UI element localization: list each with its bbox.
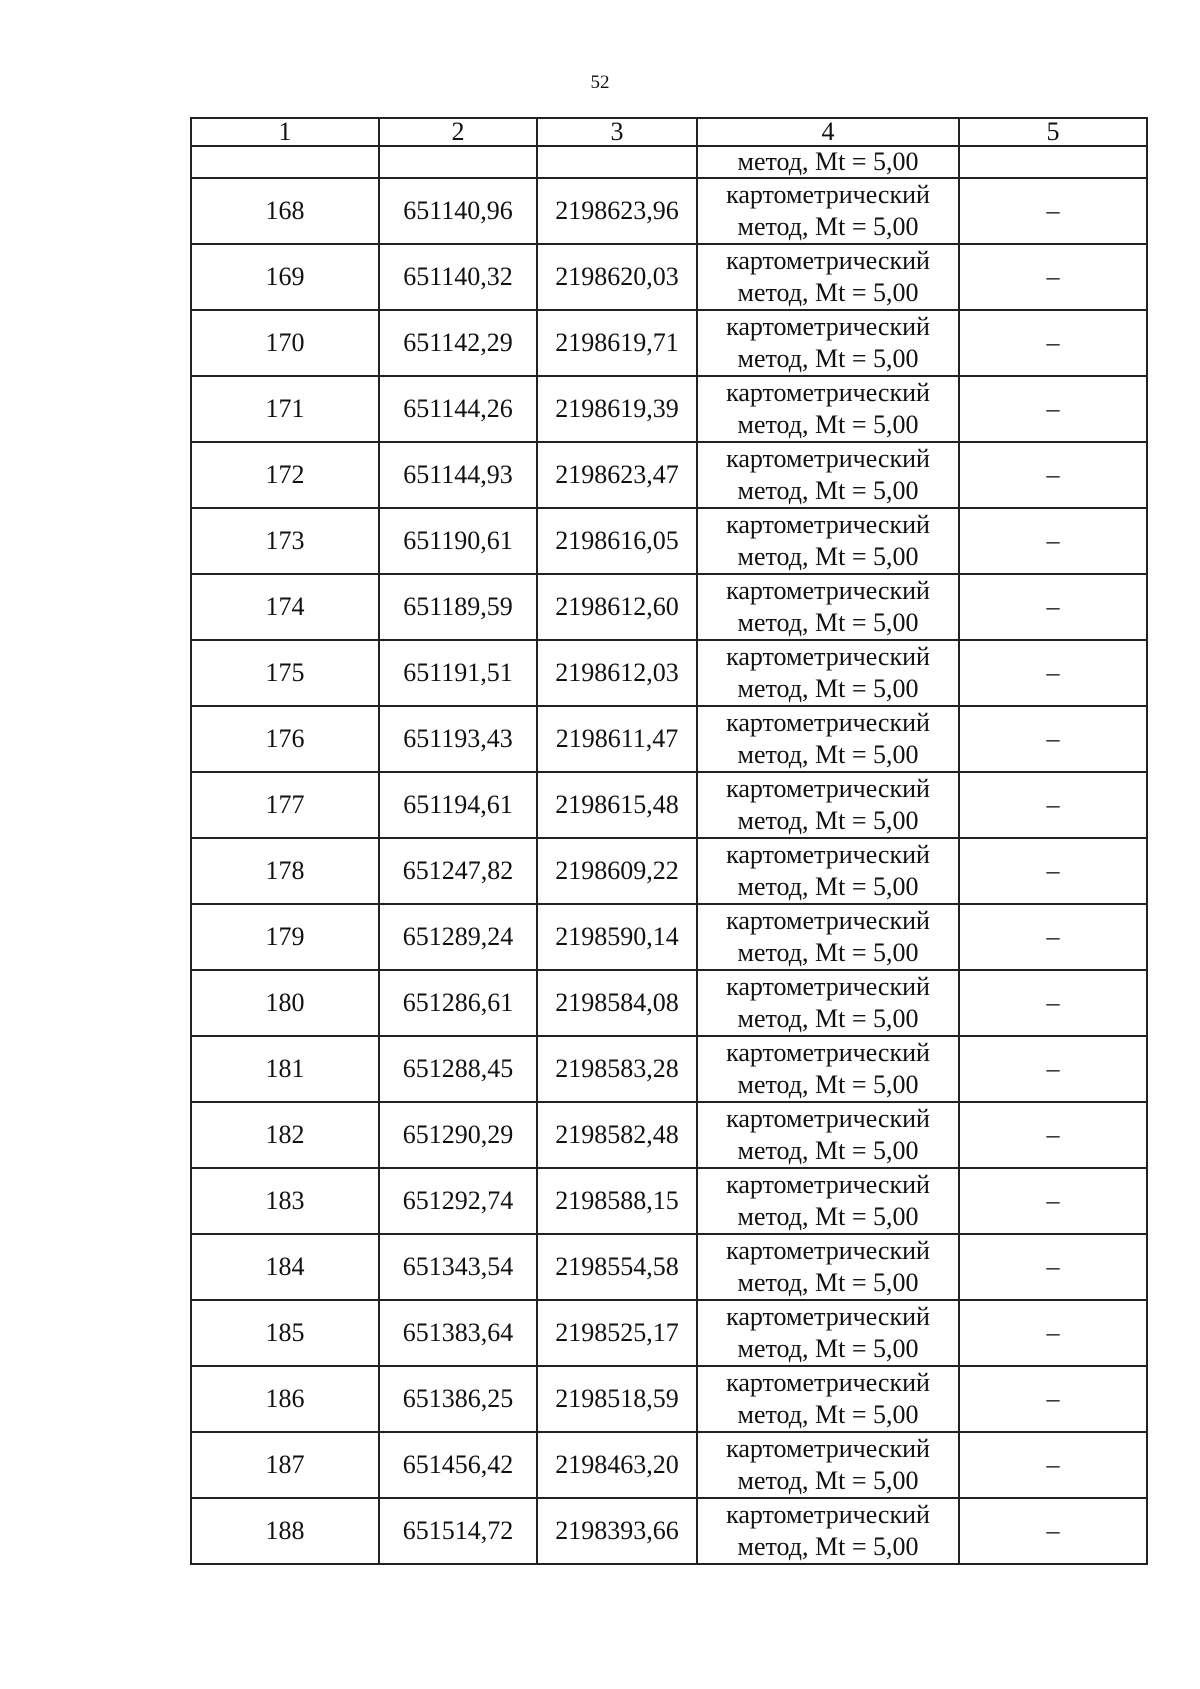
cell-point-number: 173 <box>191 508 379 574</box>
cell-method <box>697 1432 959 1498</box>
cell-x: 651189,59 <box>379 574 537 640</box>
table-row <box>191 310 1147 376</box>
table-row <box>191 178 1147 244</box>
cell-y: 2198584,08 <box>537 970 697 1036</box>
table-row <box>191 904 1147 970</box>
cell-y: 2198616,05 <box>537 508 697 574</box>
table-row <box>191 640 1147 706</box>
cell-point-number: 186 <box>191 1366 379 1432</box>
method-line-1: картометрический <box>726 576 930 605</box>
cell-method <box>697 1102 959 1168</box>
cell-x: 651386,25 <box>379 1366 537 1432</box>
method-line-1: картометрический <box>726 378 930 407</box>
method-line-1: картометрический <box>726 180 930 209</box>
method-line-2: метод, Mt = 5,00 <box>737 278 919 307</box>
method-line-2: метод, Mt = 5,00 <box>737 1400 919 1429</box>
cell-x: 651514,72 <box>379 1498 537 1564</box>
cell-note: – <box>959 574 1147 640</box>
cell-x: 651191,51 <box>379 640 537 706</box>
cell-point-number: 168 <box>191 178 379 244</box>
cell-y: 2198612,60 <box>537 574 697 640</box>
method-line-2: метод, Mt = 5,00 <box>737 1532 919 1561</box>
cell-point-number: 181 <box>191 1036 379 1102</box>
method-line-1: картометрический <box>726 312 930 341</box>
cell-y: 2198554,58 <box>537 1234 697 1300</box>
method-line-2: метод, Mt = 5,00 <box>737 410 919 439</box>
method-line-1: картометрический <box>726 840 930 869</box>
cell-method <box>697 1300 959 1366</box>
coordinates-table <box>190 117 1148 1565</box>
method-line-2: метод, Mt = 5,00 <box>737 542 919 571</box>
cell-note: – <box>959 376 1147 442</box>
method-line-1: картометрический <box>726 510 930 539</box>
cell-note: – <box>959 1168 1147 1234</box>
method-line-1: картометрический <box>726 642 930 671</box>
table-row <box>191 1168 1147 1234</box>
cell-method <box>697 178 959 244</box>
table-row <box>191 1432 1147 1498</box>
method-line-1: картометрический <box>726 708 930 737</box>
cell-note: – <box>959 1432 1147 1498</box>
cell-y: 2198611,47 <box>537 706 697 772</box>
cell-y: 2198518,59 <box>537 1366 697 1432</box>
method-line-1: картометрический <box>726 1170 930 1199</box>
cell-point-number: 169 <box>191 244 379 310</box>
cell-note: – <box>959 310 1147 376</box>
cell-y: 2198463,20 <box>537 1432 697 1498</box>
cell-point-number: 180 <box>191 970 379 1036</box>
table-row <box>191 442 1147 508</box>
method-line-2: метод, Mt = 5,00 <box>737 938 919 967</box>
cell-note: – <box>959 244 1147 310</box>
cell-x: 651292,74 <box>379 1168 537 1234</box>
cell-method <box>697 442 959 508</box>
cell-y: 2198588,15 <box>537 1168 697 1234</box>
method-line-1: картометрический <box>726 1302 930 1331</box>
cell-note: – <box>959 838 1147 904</box>
cell-x: 651383,64 <box>379 1300 537 1366</box>
cell-x: 651290,29 <box>379 1102 537 1168</box>
cell-note: – <box>959 1498 1147 1564</box>
cell-point-number: 171 <box>191 376 379 442</box>
cell-point-number: 184 <box>191 1234 379 1300</box>
cell-y: 2198615,48 <box>537 772 697 838</box>
cell-method <box>697 1366 959 1432</box>
cell-method <box>697 1234 959 1300</box>
cell-x: 651286,61 <box>379 970 537 1036</box>
cell-x: 651144,26 <box>379 376 537 442</box>
method-line-1: картометрический <box>726 1038 930 1067</box>
method-line-2: метод, Mt = 5,00 <box>737 608 919 637</box>
table-row <box>191 1102 1147 1168</box>
cell-point-number: 177 <box>191 772 379 838</box>
method-line-2: метод, Mt = 5,00 <box>737 1466 919 1495</box>
cell-method <box>697 574 959 640</box>
method-line-2: метод, Mt = 5,00 <box>737 212 919 241</box>
cell-note: – <box>959 1234 1147 1300</box>
cell-y: 2198393,66 <box>537 1498 697 1564</box>
cell-x: 651194,61 <box>379 772 537 838</box>
cell-method <box>697 310 959 376</box>
cell-y: 2198623,47 <box>537 442 697 508</box>
method-line-1: картометрический <box>726 1368 930 1397</box>
cell-x: 651142,29 <box>379 310 537 376</box>
cell-method <box>697 1498 959 1564</box>
cell-method <box>697 376 959 442</box>
method-line-1: картометрический <box>726 444 930 473</box>
cell-y: 2198590,14 <box>537 904 697 970</box>
cell-note: – <box>959 1300 1147 1366</box>
cell-method <box>697 1036 959 1102</box>
cell-point-number: 176 <box>191 706 379 772</box>
cell-point-number: 182 <box>191 1102 379 1168</box>
cell-method <box>697 904 959 970</box>
cell-y: 2198619,39 <box>537 376 697 442</box>
continuation-row <box>191 146 1147 178</box>
method-line-2: метод, Mt = 5,00 <box>737 674 919 703</box>
table-row <box>191 1234 1147 1300</box>
method-line-1: картометрический <box>726 246 930 275</box>
cell-method <box>697 838 959 904</box>
cell-note: – <box>959 178 1147 244</box>
cell-point-number: 188 <box>191 1498 379 1564</box>
cell-point-number: 183 <box>191 1168 379 1234</box>
cell-note: – <box>959 640 1147 706</box>
table-row <box>191 706 1147 772</box>
table-row <box>191 1300 1147 1366</box>
cell-method <box>697 970 959 1036</box>
method-line-2: метод, Mt = 5,00 <box>737 1136 919 1165</box>
cell-point-number: 174 <box>191 574 379 640</box>
method-line-2: метод, Mt = 5,00 <box>737 344 919 373</box>
cell-point-number: 179 <box>191 904 379 970</box>
method-line-1: картометрический <box>726 906 930 935</box>
cell-x: 651144,93 <box>379 442 537 508</box>
method-line-2: метод, Mt = 5,00 <box>737 740 919 769</box>
cell-note: – <box>959 706 1147 772</box>
cell-point-number: 172 <box>191 442 379 508</box>
cell-point-number: 185 <box>191 1300 379 1366</box>
cell-x: 651289,24 <box>379 904 537 970</box>
cell-x <box>379 146 537 178</box>
cell-point-number: 170 <box>191 310 379 376</box>
table-header-row <box>191 118 1147 146</box>
table-row <box>191 574 1147 640</box>
cell-y: 2198620,03 <box>537 244 697 310</box>
method-line-1: картометрический <box>726 1434 930 1463</box>
cell-y: 2198525,17 <box>537 1300 697 1366</box>
method-line-1: картометрический <box>726 1104 930 1133</box>
table-row <box>191 244 1147 310</box>
method-line-2: метод, Mt = 5,00 <box>737 806 919 835</box>
cell-point-number <box>191 146 379 178</box>
cell-note: – <box>959 1102 1147 1168</box>
method-line-2: метод, Mt = 5,00 <box>737 1070 919 1099</box>
cell-x: 651456,42 <box>379 1432 537 1498</box>
cell-note: – <box>959 1366 1147 1432</box>
table-row <box>191 1366 1147 1432</box>
cell-point-number: 178 <box>191 838 379 904</box>
cell-method <box>697 640 959 706</box>
header-col-4: 4 <box>697 118 959 146</box>
cell-note: – <box>959 904 1147 970</box>
cell-x: 651343,54 <box>379 1234 537 1300</box>
cell-method <box>697 508 959 574</box>
method-line-2: метод, Mt = 5,00 <box>737 1004 919 1033</box>
cell-note: – <box>959 1036 1147 1102</box>
table-row <box>191 970 1147 1036</box>
cell-y <box>537 146 697 178</box>
cell-x: 651193,43 <box>379 706 537 772</box>
cell-note: – <box>959 970 1147 1036</box>
cell-y: 2198623,96 <box>537 178 697 244</box>
header-col-1: 1 <box>191 118 379 146</box>
cell-y: 2198582,48 <box>537 1102 697 1168</box>
page-number: 52 <box>590 72 610 93</box>
cell-method <box>697 706 959 772</box>
method-line-2: метод, Mt = 5,00 <box>737 1268 919 1297</box>
cell-note <box>959 146 1147 178</box>
cell-method <box>697 772 959 838</box>
cell-x: 651140,96 <box>379 178 537 244</box>
table-row <box>191 1498 1147 1564</box>
header-col-2: 2 <box>379 118 537 146</box>
method-line-1: картометрический <box>726 774 930 803</box>
cell-point-number: 187 <box>191 1432 379 1498</box>
method-line-1: картометрический <box>726 1236 930 1265</box>
cell-note: – <box>959 508 1147 574</box>
cell-x: 651190,61 <box>379 508 537 574</box>
table-row <box>191 772 1147 838</box>
cell-y: 2198612,03 <box>537 640 697 706</box>
cell-method <box>697 244 959 310</box>
header-col-5: 5 <box>959 118 1147 146</box>
cell-x: 651247,82 <box>379 838 537 904</box>
table-row <box>191 838 1147 904</box>
cell-point-number: 175 <box>191 640 379 706</box>
table-row <box>191 508 1147 574</box>
cell-y: 2198609,22 <box>537 838 697 904</box>
table-row <box>191 376 1147 442</box>
header-col-3: 3 <box>537 118 697 146</box>
method-line-2: метод, Mt = 5,00 <box>737 1334 919 1363</box>
method-line-1: картометрический <box>726 1500 930 1529</box>
method-line-2: метод, Mt = 5,00 <box>737 872 919 901</box>
cell-method <box>697 1168 959 1234</box>
method-line-2: метод, Mt = 5,00 <box>737 1202 919 1231</box>
cell-note: – <box>959 772 1147 838</box>
method-line-1: картометрический <box>726 972 930 1001</box>
cell-x: 651140,32 <box>379 244 537 310</box>
table-row <box>191 1036 1147 1102</box>
cell-y: 2198619,71 <box>537 310 697 376</box>
cell-note: – <box>959 442 1147 508</box>
cell-method: метод, Mt = 5,00 <box>697 146 959 178</box>
cell-y: 2198583,28 <box>537 1036 697 1102</box>
method-line-2: метод, Mt = 5,00 <box>737 476 919 505</box>
cell-x: 651288,45 <box>379 1036 537 1102</box>
